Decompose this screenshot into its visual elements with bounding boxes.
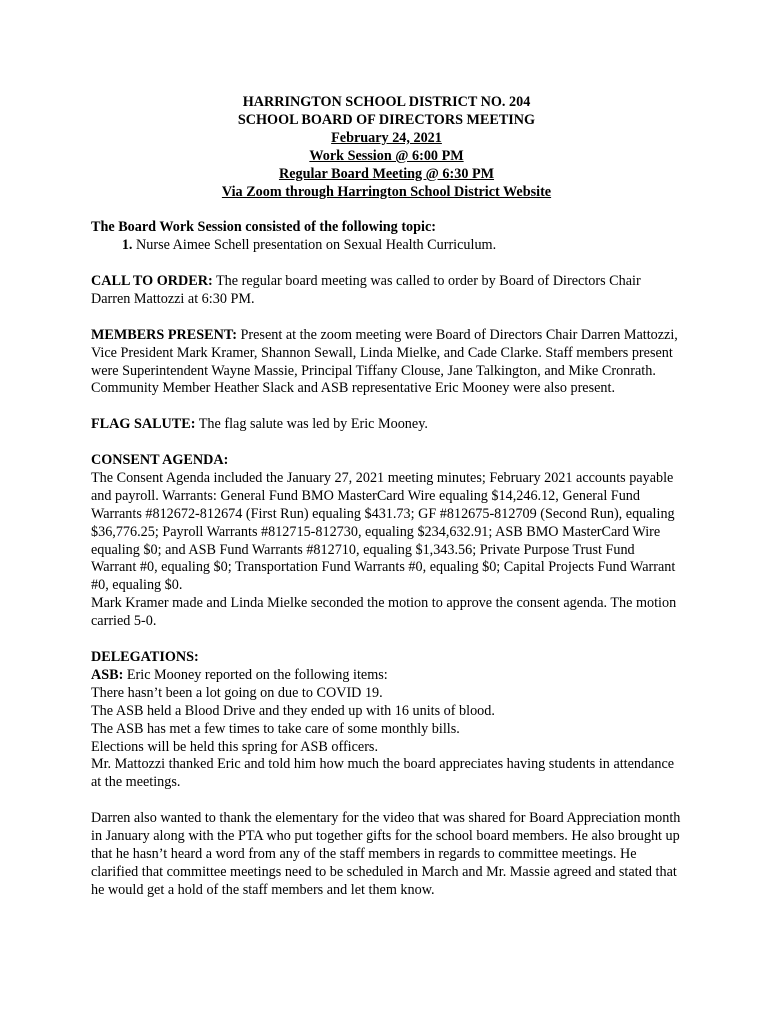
meeting-date: February 24, 2021 bbox=[331, 129, 442, 146]
work-session-item: 1. Nurse Aimee Schell presentation on Sexual Health Curriculum. bbox=[136, 237, 682, 255]
call-to-order-label: CALL TO ORDER: bbox=[91, 273, 213, 290]
asb-line: The ASB held a Blood Drive and they ended up with 16 units of blood. bbox=[91, 702, 495, 719]
flag-salute-label: FLAG SALUTE: bbox=[91, 416, 196, 433]
asb-line: The ASB has met a few times to take care of some monthly bills. bbox=[91, 720, 460, 737]
members-present-label: MEMBERS PRESENT: bbox=[91, 326, 237, 343]
members-present-text: Present at the zoom meeting were Board of Directors Chair Darren Mattozzi, Vice President Mark Kramer, Shannon Sewall, Linda Mielke, and Cade Clarke. Staff members present were Superintendent Wayne Massie, Principal Tiffany Clouse, Jane Talkington, and Mike Cronrath. Community Member Heather Slack and ASB representative Eric Mooney were also present. bbox=[91, 326, 678, 397]
consent-agenda-heading: CONSENT AGENDA: bbox=[91, 452, 229, 469]
asb-report-intro bbox=[91, 667, 682, 685]
meeting-title: SCHOOL BOARD OF DIRECTORS MEETING bbox=[237, 111, 536, 128]
district-name: HARRINGTON SCHOOL DISTRICT NO. 204 bbox=[242, 94, 531, 110]
asb-label: ASB: bbox=[91, 666, 124, 683]
document-header bbox=[91, 94, 682, 201]
asb-line: Elections will be held this spring for ASB officers. bbox=[91, 738, 378, 755]
flag-salute-section bbox=[91, 416, 682, 434]
asb-intro-text: Eric Mooney reported on the following items: bbox=[123, 666, 388, 683]
meeting-venue: Via Zoom through Harrington School District Website bbox=[221, 183, 552, 200]
asb-line: There hasn’t been a lot going on due to COVID 19. bbox=[91, 684, 383, 701]
members-present-section bbox=[91, 327, 682, 399]
call-to-order-text: The regular board meeting was called to order by Board of Directors Chair Darren Mattozzi at 6:30 PM. bbox=[91, 273, 641, 307]
call-to-order-section bbox=[91, 273, 682, 309]
work-session-list bbox=[91, 237, 682, 255]
closing-paragraph: Darren also wanted to thank the elementary for the video that was shared for Board Appreciation month in January along with the PTA who put together gifts for the school board members. He also brought up that he hasn’t heard a word from any of the staff members in regards to committee meetings. He clarified that committee meetings need to be scheduled in March and Mr. Massie agreed and stated that he would get a hold of the staff members and let them know. bbox=[91, 810, 681, 898]
consent-agenda-motion: Mark Kramer made and Linda Mielke seconded the motion to approve the consent agenda. The motion carried 5-0. bbox=[91, 595, 677, 630]
work-session-heading: The Board Work Session consisted of the following topic: bbox=[91, 219, 436, 236]
consent-agenda-text: The Consent Agenda included the January 27, 2021 meeting minutes; February 2021 accounts payable and payroll. Warrants: General Fund BMO MasterCard Wire equaling $14,246.12, General Fund Warrants #812672-812674 (First Run) equaling $431.73; GF #812675-812709 (Second Run), equaling $36,776.25; Payroll Warrants #812715-812730, equaling $234,632.91; ASB BMO MasterCard Wire equaling $0; and ASB Fund Warrants #812710, equaling $1,343.56; Private Purpose Trust Fund Warrant #0, equaling $0; Transportation Fund Warrants #0, equaling $0; Capital Projects Fund Warrant #0, equaling $0. bbox=[91, 469, 676, 594]
delegations-heading: DELEGATIONS: bbox=[91, 649, 199, 665]
regular-meeting-time: Regular Board Meeting @ 6:30 PM bbox=[278, 165, 495, 182]
work-session-time: Work Session @ 6:00 PM bbox=[309, 147, 464, 164]
flag-salute-text: The flag salute was led by Eric Mooney. bbox=[198, 416, 428, 433]
asb-line: Mr. Mattozzi thanked Eric and told him how much the board appreciates having students in attendance at the meetings. bbox=[91, 756, 675, 791]
